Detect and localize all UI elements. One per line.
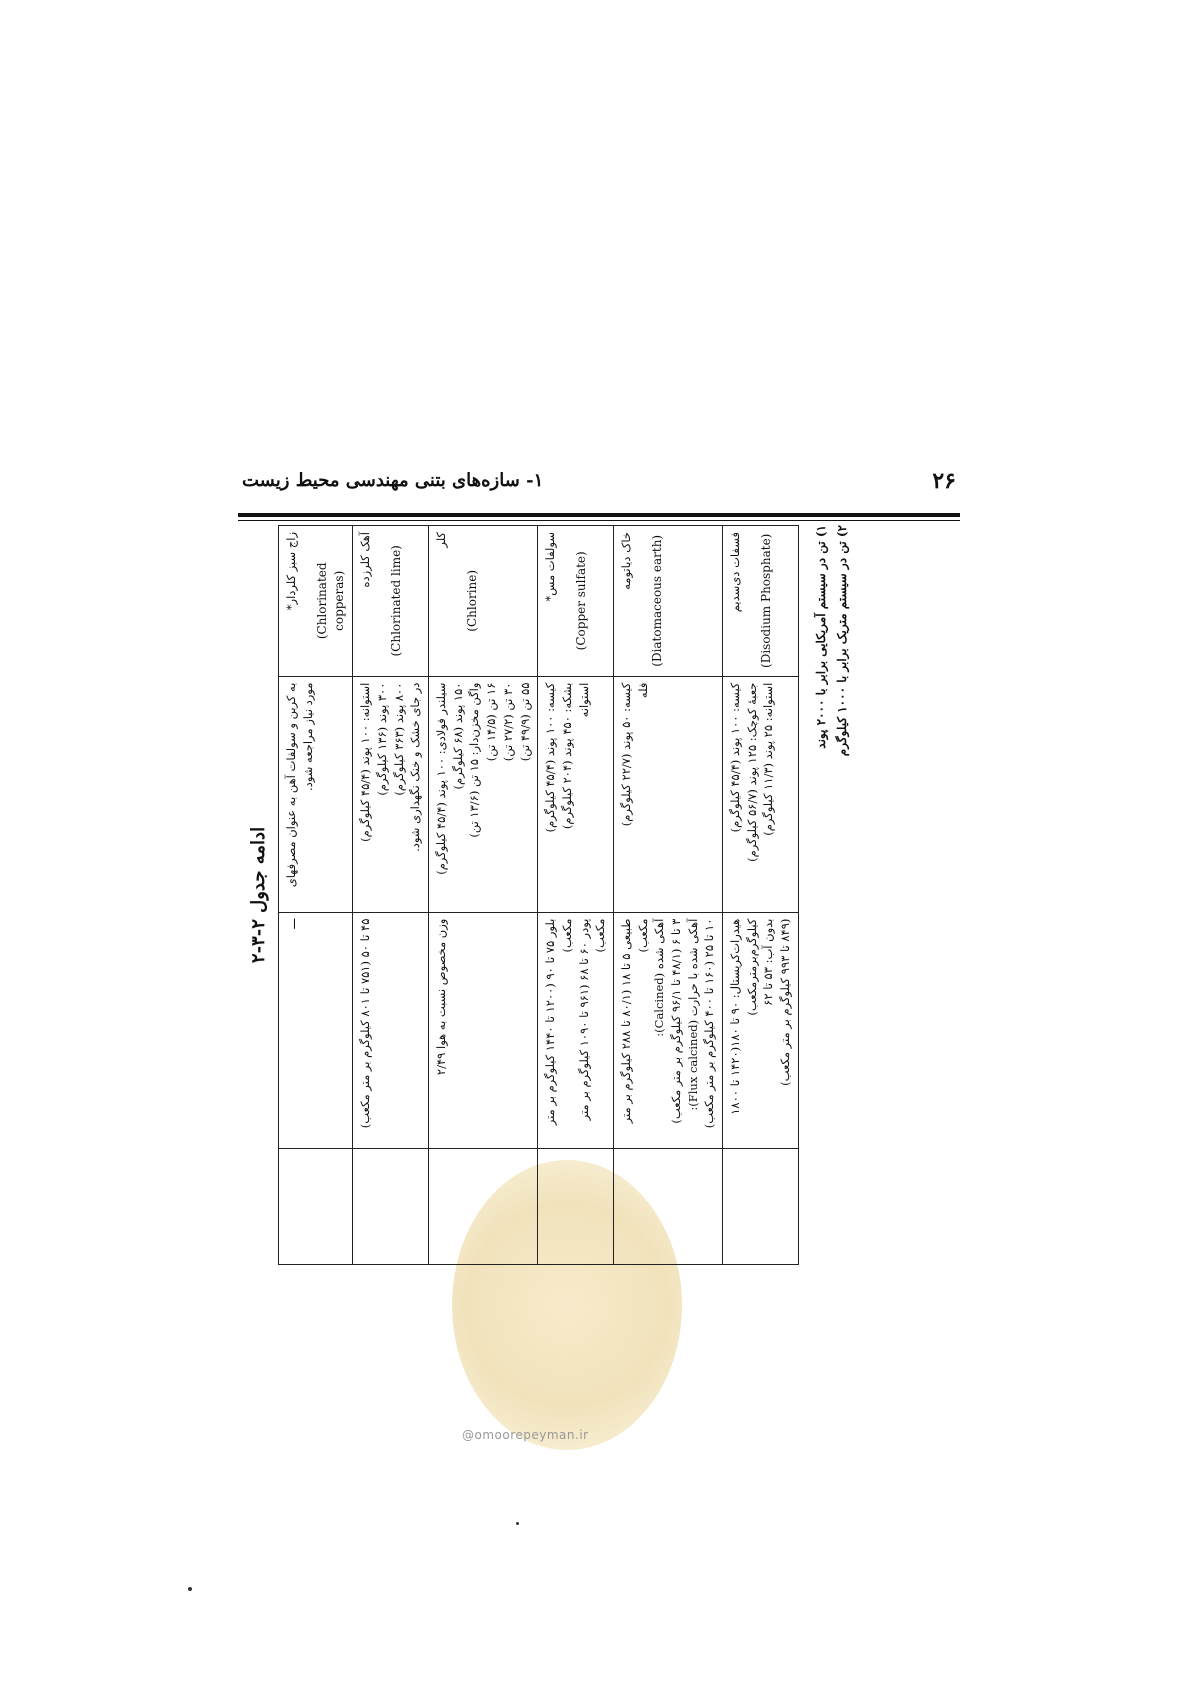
weight-cell [722, 912, 798, 1149]
table-row [613, 526, 722, 1265]
shipping-line: کیسه: ۱۰۰ پوند (۴۵/۴ کیلوگرم) [543, 682, 558, 833]
chemical-name: سولفات مس* [543, 532, 558, 602]
weight-line: بلور ۷۵ تا ۹۰ (۱۲۰۰ تا ۱۴۴۰ کیلوگرم بر متر مکعب) [543, 918, 574, 1126]
shipping-container-cell [538, 676, 614, 912]
chapter-title: ۱- سازه‌های بتنی مهندسی محیط زیست [242, 470, 544, 491]
chemicals-table [278, 525, 799, 1265]
chemical-latin-name: (Copper sulfate) [573, 551, 588, 651]
weight-line: طبیعی ۵ تا ۱۸ (۸۰/۱ تا ۲۸۸ کیلوگرم بر متر مکعب) [618, 918, 650, 1124]
chemical-name-cell [429, 526, 538, 677]
shipping-container-cell [353, 676, 429, 912]
weight-line: وزن مخصوص نسبت به هوا ۲/۴۹ [434, 918, 449, 1076]
chemical-latin-name: (Diatomaceous earth) [649, 534, 664, 667]
footnote: ۲) تن در سیستم متریک برابر با ۱۰۰۰ کیلوگرم [835, 525, 850, 757]
weight-line: آهکی شده (Calcined): [652, 918, 667, 1037]
shipping-line: جعبهٔ کوچک: ۱۲۵ پوند (۵۶/۷ کیلوگرم) [744, 682, 759, 862]
chemical-name: فسفات دی‌سدیم [727, 532, 742, 613]
table-row [279, 526, 353, 1265]
shipping-line: واگن مخزن‌دار: ۱۵ تن (۱۳/۶ تن) [467, 682, 482, 838]
shipping-line: ۵۵ تن (۴۹/۹ تن) [517, 682, 532, 762]
shipping-container-cell [613, 676, 722, 912]
chemical-name: خاک دیاتومه [618, 532, 633, 590]
shipping-line: در جای خشک و خنک نگهداری شود. [408, 682, 423, 852]
shipping-line: کیسه: ۱۰۰ پوند (۴۵/۴ کیلوگرم) [727, 682, 742, 833]
scan-speck [516, 1522, 519, 1525]
rotated-table-block [240, 525, 960, 1265]
shipping-container-cell [722, 676, 798, 912]
header-rule-thick [238, 513, 960, 517]
weight-cell [429, 912, 538, 1149]
extra-cell [429, 1149, 538, 1265]
extra-cell [613, 1149, 722, 1265]
page-header [238, 468, 960, 516]
scan-speck [188, 1587, 192, 1591]
extra-cell [722, 1149, 798, 1265]
chemical-name-cell [538, 526, 614, 677]
weight-line: هیدرات‌کریستال: ۹۰ تا ۱۸۰(۱۴۲۰ تا ۱۸۰۰ کیلوگرم‌بر‌متر‌مکعب) [727, 918, 759, 1115]
chemical-name: کلر [434, 532, 449, 548]
chemical-name: آهک کلرزده [358, 532, 373, 588]
table-row [722, 526, 798, 1265]
footnotes [811, 525, 854, 1265]
shipping-line: کیسه: ۵۰ پوند (۲۲/۷ کیلوگرم) [618, 682, 633, 827]
shipping-line: بشکه: ۴۵۰ پوند (۲۰۴ کیلوگرم) [559, 682, 574, 830]
shipping-line: ۳۰۰ پوند (۱۳۶ کیلوگرم) [375, 682, 390, 796]
extra-cell [279, 1149, 353, 1265]
weight-cell [538, 912, 614, 1149]
weight-line: آهکی شده با حرارت (Flux calcined): [685, 918, 700, 1111]
weight-line: پودر ۶۰ تا ۶۸ (۹۶۱ تا ۱۰۹۰ کیلوگرم بر متر مکعب) [576, 918, 608, 1121]
weight-line: بدون آب: ۵۳ تا ۶۲ [761, 918, 776, 1006]
shipping-line: سیلندر فولادی: ۱۰۰ پوند (۴۵/۴ کیلوگرم) [434, 682, 449, 875]
chemical-name-cell [279, 526, 353, 677]
weight-line: (۸۴۹ تا ۹۹۳ کیلوگرم بر متر مکعب) [777, 918, 792, 1086]
chemical-latin-name: (Chlorinated lime) [389, 545, 404, 657]
shipping-line: ۸۰۰ پوند (۳۶۳ کیلوگرم) [391, 682, 406, 796]
shipping-line: استوانه: ۱۰۰ پوند (۴۵/۴ کیلوگرم) [358, 682, 373, 842]
weight-line: ـــ [284, 918, 298, 929]
shipping-line: فله [635, 682, 650, 699]
shipping-line: استوانه: ۲۵ پوند (۱۱/۳ کیلوگرم) [761, 682, 776, 836]
weight-cell [353, 912, 429, 1149]
chemical-name-cell [722, 526, 798, 677]
shipping-line: ۱۵۰ پوند (۶۸ کیلوگرم) [450, 682, 465, 790]
shipping-line: استوانه [576, 682, 591, 718]
chemical-latin-name: (Chlorine) [464, 569, 479, 632]
chemical-name: زاج سبز کلردار* [284, 532, 298, 611]
shipping-container-cell [279, 676, 353, 912]
shipping-line: ۱۶ تن (۱۴/۵ تن) [484, 682, 499, 762]
shipping-container-cell [429, 676, 538, 912]
page-number: ۲۶ [932, 468, 956, 494]
extra-cell [538, 1149, 614, 1265]
weight-line: ۱۰ تا ۲۵ (۱۶۰ تا ۴۰۰ کیلوگرم بر متر مکعب) [702, 918, 717, 1129]
weight-cell [279, 912, 353, 1149]
header-rule-thin [238, 520, 960, 521]
chemical-latin-name: (Disodium Phosphate) [758, 533, 773, 668]
weight-cell [613, 912, 722, 1149]
table-row [429, 526, 538, 1265]
chemical-latin-name: (Chlorinated copperas) [314, 562, 347, 640]
weight-line: ۳ تا ۶ (۴۸/۱ تا ۹۶/۱ کیلوگرم بر متر مکعب) [668, 918, 683, 1124]
shipping-line: ۳۰ تن (۲۷/۲ تن) [500, 682, 515, 762]
table-row [538, 526, 614, 1265]
footnote: ۱) تن در سیستم آمریکایی برابر با ۲۰۰۰ پوند [813, 525, 828, 749]
table-caption: ادامه جدول ۲-۳-۲ [248, 826, 269, 964]
chemical-name-cell [353, 526, 429, 677]
watermark-text: @omoorepeyman.ir [462, 1428, 589, 1442]
table-row [353, 526, 429, 1265]
extra-cell [353, 1149, 429, 1265]
shipping-line: به کربن و سولفات آهن به عنوان مصرفهای مورد نیاز مراجعه شود. [284, 682, 315, 888]
weight-line: ۴۵ تا ۵۰ (۷۵۱ تا ۸۰۱ کیلوگرم بر متر مکعب) [358, 918, 373, 1129]
chemical-name-cell [613, 526, 722, 677]
